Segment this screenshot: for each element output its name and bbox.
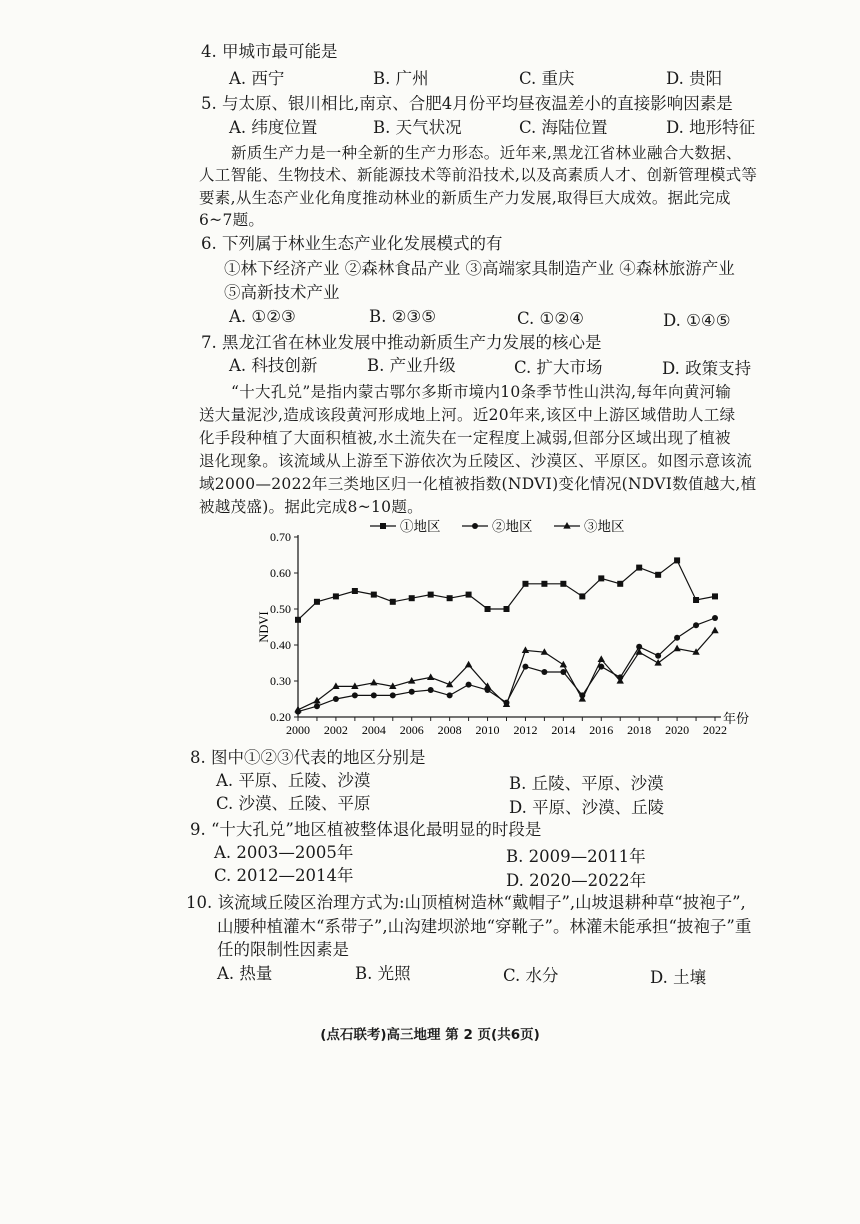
q10-line-3: 任的限制性因素是 xyxy=(217,940,349,959)
data-point-series-2 xyxy=(560,669,566,675)
x-tick-label: 2020 xyxy=(665,723,690,737)
series-line-2 xyxy=(298,618,715,712)
q6-items-line-2: ⑤高新技术产业 xyxy=(224,283,340,302)
data-point-series-3 xyxy=(313,697,320,704)
x-tick-label: 2004 xyxy=(361,723,386,737)
y-tick-label: 0.60 xyxy=(270,566,291,580)
x-tick-label: 2014 xyxy=(551,723,576,737)
q10-option-a[interactable]: A. 热量 xyxy=(217,964,273,983)
y-axis-label: NDVI xyxy=(257,611,271,643)
x-tick-label: 2018 xyxy=(627,723,652,737)
data-point-series-1 xyxy=(447,595,453,601)
q6-option-b[interactable]: B. ②③⑤ xyxy=(369,307,436,326)
data-point-series-1 xyxy=(314,599,320,605)
q7-option-a[interactable]: A. 科技创新 xyxy=(229,356,318,375)
ndvi-line-chart xyxy=(240,515,760,750)
q4-option-c[interactable]: C. 重庆 xyxy=(519,69,575,88)
data-point-series-2 xyxy=(409,689,415,695)
passage1-line-1: 新质生产力是一种全新的生产力形态。近年来,黑龙江省林业融合大数据、 xyxy=(231,144,742,162)
data-point-series-3 xyxy=(332,682,339,689)
q8-option-b[interactable]: B. 丘陵、平原、沙漠 xyxy=(509,774,664,793)
data-point-series-1 xyxy=(655,572,661,578)
passage2-line-2: 送大量泥沙,造成该段黄河形成地上河。近20年来,该区中上游区域借助人工绿 xyxy=(199,406,736,424)
data-point-series-1 xyxy=(390,599,396,605)
data-point-series-2 xyxy=(522,664,528,670)
data-point-series-1 xyxy=(371,592,377,598)
q7-stem: 7. 黑龙江省在林业发展中推动新质生产力发展的核心是 xyxy=(201,333,602,352)
x-tick-label: 2012 xyxy=(513,723,538,737)
data-point-series-1 xyxy=(352,588,358,594)
q6-option-d[interactable]: D. ①④⑤ xyxy=(663,311,731,330)
data-point-series-1 xyxy=(333,593,339,599)
q10-option-c[interactable]: C. 水分 xyxy=(503,966,559,985)
y-tick-label: 0.30 xyxy=(270,674,291,688)
legend-marker-3 xyxy=(563,522,570,529)
data-point-series-1 xyxy=(636,565,642,571)
q6-items-line-1: ①林下经济产业 ②森林食品产业 ③高端家具制造产业 ④森林旅游产业 xyxy=(224,259,735,278)
data-point-series-1 xyxy=(409,595,415,601)
passage2-line-4: 退化现象。该流域从上游至下游依次为丘陵区、沙漠区、平原区。如图示意该流 xyxy=(199,452,753,470)
legend-label-1: ①地区 xyxy=(400,519,441,534)
passage1-line-4: 6~7题。 xyxy=(199,211,265,229)
q5-option-b[interactable]: B. 天气状况 xyxy=(373,118,462,137)
passage2-line-5: 域2000—2022年三类地区归一化植被指数(NDVI)变化情况(NDVI数值越大,植 xyxy=(199,475,757,493)
x-tick-label: 2006 xyxy=(399,723,424,737)
data-point-series-1 xyxy=(466,592,472,598)
x-axis-label: 年份 xyxy=(723,711,750,726)
data-point-series-3 xyxy=(427,673,434,680)
data-point-series-3 xyxy=(673,645,680,652)
q9-option-a[interactable]: A. 2003—2005年 xyxy=(214,843,354,862)
data-point-series-1 xyxy=(712,593,718,599)
q10-option-d[interactable]: D. 土壤 xyxy=(650,968,707,987)
data-point-series-2 xyxy=(352,692,358,698)
q10-line-1: 10. 该流域丘陵区治理方式为:山顶植树造林“戴帽子”,山坡退耕种草“披袍子”, xyxy=(186,893,746,912)
q8-option-a[interactable]: A. 平原、丘陵、沙漠 xyxy=(216,771,371,790)
data-point-series-1 xyxy=(504,606,510,612)
data-point-series-3 xyxy=(370,679,377,686)
q9-option-c[interactable]: C. 2012—2014年 xyxy=(214,866,354,885)
q4-option-b[interactable]: B. 广州 xyxy=(373,69,429,88)
data-point-series-2 xyxy=(371,692,377,698)
q9-option-b[interactable]: B. 2009—2011年 xyxy=(506,847,646,866)
data-point-series-2 xyxy=(466,682,472,688)
legend-marker-1 xyxy=(380,523,386,529)
y-tick-label: 0.70 xyxy=(270,530,291,544)
q6-option-a[interactable]: A. ①②③ xyxy=(229,307,296,326)
q5-stem: 5. 与太原、银川相比,南京、合肥4月份平均昼夜温差小的直接影响因素是 xyxy=(201,94,733,113)
data-point-series-1 xyxy=(674,557,680,563)
legend-label-2: ②地区 xyxy=(492,519,533,534)
q7-option-d[interactable]: D. 政策支持 xyxy=(662,359,752,378)
y-tick-label: 0.40 xyxy=(270,638,291,652)
q5-option-d[interactable]: D. 地形特征 xyxy=(666,118,756,137)
data-point-series-1 xyxy=(485,606,491,612)
data-point-series-1 xyxy=(693,597,699,603)
data-point-series-1 xyxy=(560,581,566,587)
q7-option-c[interactable]: C. 扩大市场 xyxy=(514,358,603,377)
data-point-series-2 xyxy=(541,669,547,675)
q10-option-b[interactable]: B. 光照 xyxy=(355,964,411,983)
passage1-line-3: 要素,从生态产业化角度推动林业的新质生产力发展,取得巨大成效。据此完成 xyxy=(199,189,731,207)
data-point-series-1 xyxy=(579,593,585,599)
q7-option-b[interactable]: B. 产业升级 xyxy=(367,356,456,375)
q5-option-a[interactable]: A. 纬度位置 xyxy=(229,118,318,137)
data-point-series-1 xyxy=(522,581,528,587)
data-point-series-3 xyxy=(560,661,567,668)
data-point-series-2 xyxy=(428,687,434,693)
q6-option-c[interactable]: C. ①②④ xyxy=(517,309,584,328)
page-footer: (点石联考)高三地理 第 2 页(共6页) xyxy=(320,1027,540,1043)
y-tick-label: 0.50 xyxy=(270,602,291,616)
q4-option-d[interactable]: D. 贵阳 xyxy=(666,69,723,88)
q9-stem: 9. “十大孔兑”地区植被整体退化最明显的时段是 xyxy=(190,820,542,839)
q4-stem: 4. 甲城市最可能是 xyxy=(201,42,338,61)
passage2-line-6: 被越茂盛)。据此完成8~10题。 xyxy=(199,498,423,516)
q8-stem: 8. 图中①②③代表的地区分别是 xyxy=(190,748,426,767)
data-point-series-3 xyxy=(711,627,718,634)
data-point-series-2 xyxy=(390,692,396,698)
q9-option-d[interactable]: D. 2020—2022年 xyxy=(506,871,647,890)
data-point-series-1 xyxy=(617,581,623,587)
data-point-series-3 xyxy=(598,655,605,662)
q8-option-c[interactable]: C. 沙漠、丘陵、平原 xyxy=(216,794,371,813)
data-point-series-2 xyxy=(655,653,661,659)
legend-marker-2 xyxy=(472,523,478,529)
data-point-series-1 xyxy=(541,581,547,587)
x-tick-label: 2000 xyxy=(286,723,310,737)
data-point-series-1 xyxy=(598,575,604,581)
x-tick-label: 2022 xyxy=(703,723,727,737)
data-point-series-3 xyxy=(654,659,661,666)
legend-label-3: ③地区 xyxy=(584,519,625,534)
data-point-series-3 xyxy=(465,661,472,668)
passage2-line-3: 化手段种植了大面积植被,水土流失在一定程度上减弱,但部分区域出现了植被 xyxy=(199,429,731,447)
passage2-line-1: “十大孔兑”是指内蒙古鄂尔多斯市境内10条季节性山洪沟,每年向黄河输 xyxy=(231,383,732,401)
data-point-series-2 xyxy=(333,696,339,702)
passage1-line-2: 人工智能、生物技术、新能源技术等前沿技术,以及高素质人才、创新管理模式等 xyxy=(199,166,758,184)
x-tick-label: 2016 xyxy=(589,723,614,737)
data-point-series-2 xyxy=(674,635,680,641)
data-point-series-2 xyxy=(314,703,320,709)
data-point-series-1 xyxy=(295,617,301,623)
q6-stem: 6. 下列属于林业生态产业化发展模式的有 xyxy=(201,234,503,253)
q8-option-d[interactable]: D. 平原、沙漠、丘陵 xyxy=(509,798,665,817)
data-point-series-1 xyxy=(428,592,434,598)
x-tick-label: 2008 xyxy=(437,723,462,737)
data-point-series-2 xyxy=(693,622,699,628)
data-point-series-2 xyxy=(712,615,718,621)
x-tick-label: 2010 xyxy=(475,723,500,737)
data-point-series-2 xyxy=(447,692,453,698)
q5-option-c[interactable]: C. 海陆位置 xyxy=(519,118,608,137)
data-point-series-3 xyxy=(522,646,529,653)
y-tick-label: 0.20 xyxy=(270,710,291,724)
series-line-3 xyxy=(298,631,715,710)
x-tick-label: 2002 xyxy=(323,723,348,737)
q4-option-a[interactable]: A. 西宁 xyxy=(229,69,285,88)
q10-line-2: 山腰种植灌木“系带子”,山沟建坝淤地“穿靴子”。林灌未能承担“披袍子”重 xyxy=(217,917,752,936)
